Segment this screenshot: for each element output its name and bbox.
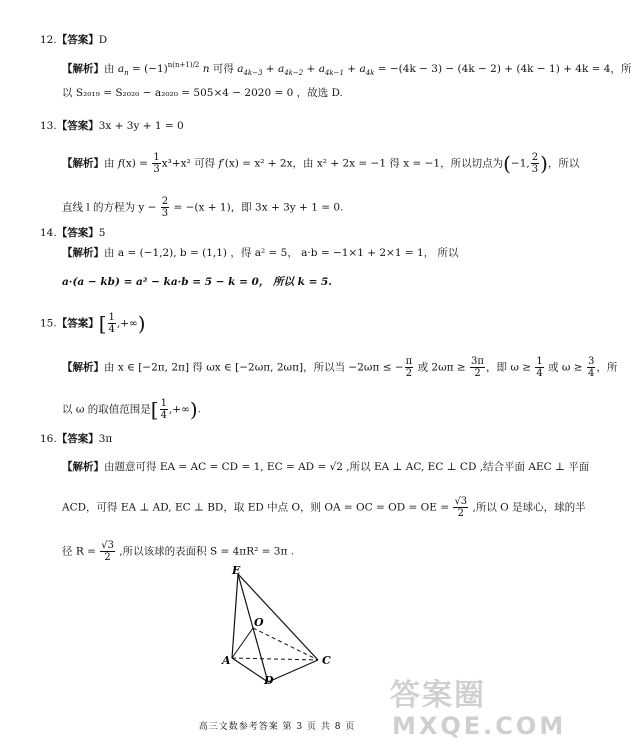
q15-solution-line2: 以 ω 的取值范围是[ $\frac{1}{4}$ ,+∞).: [62, 397, 201, 422]
q15-answer: 15.【答案】[ $\frac{1}{4}$ ,+∞): [40, 311, 146, 336]
q14-solution-line1: 【解析】由 a = (−1,2), b = (1,1) ，得 a² = 5， a·b = −1×1 + 2×1 = 1， 所以: [62, 247, 459, 259]
edge-dc: [268, 660, 318, 682]
q16-solution-line3: 径 R = $\frac{√3}{2}$ ,所以该球的表面积 S = 4πR² = 3π .: [62, 540, 295, 563]
q14-solution-line2: a·(a − kb) = a² − ka·b = 5 − k = 0， 所以 k = 5.: [62, 276, 332, 288]
tetrahedron-figure: [220, 560, 350, 685]
segment-oc: [253, 628, 318, 660]
edge-ea: [232, 574, 238, 658]
label-o: O: [254, 616, 264, 629]
q13-solution-line2: 直线 l 的方程为 y − $\frac{2}{3}$ = −(x + 1)，即 3x + 3y + 1 = 0.: [62, 196, 344, 219]
label-a: A: [222, 654, 231, 667]
q12-solution-line1: 【解析】由 $a_n = (-1)^{n(n+1)/2}$ n 可得 $a_{4k-3} + a_{4k-2} + a_{4k-1} + a_{4k} = -(4k - 3) - (4k - 2) + (4k - 1) + 4k = 4$，所: [62, 61, 631, 77]
q15-solution-line1: 【解析】由 x ∈ [−2π, 2π] 得 ωx ∈ [−2ωπ, 2ωπ]，所以当 −2ωπ ≤ − $\frac{\pi}{2}$ 或 2ωπ ≥ $\frac{3\pi}{2}$ ，即 ω ≥ $\frac{1}{4}$ 或 ω ≥ $\frac{3}{4}$ ，所: [62, 356, 618, 379]
q16-solution-line2: ACD，可得 EA ⊥ AD, EC ⊥ BD，取 ED 中点 O，则 OA = OC = OD = OE = $\frac{√3}{2}$ ,所以 O 是球心，球的半: [62, 496, 586, 519]
watermark-url: MXQE.COM: [392, 712, 567, 740]
q14-answer: 14.【答案】5: [40, 227, 106, 239]
q13-answer: 13.【答案】3x + 3y + 1 = 0: [40, 120, 184, 132]
page-footer: 高三文数参考答案 第 3 页 共 8 页: [198, 722, 356, 732]
label-c: C: [322, 654, 331, 667]
q16-solution-line1: 【解析】由题意可得 EA = AC = CD = 1, EC = AD = √2 ,所以 EA ⊥ AC, EC ⊥ CD ,结合平面 AEC ⊥ 平面: [62, 461, 590, 473]
watermark-logo: 答案圈: [390, 678, 486, 713]
label-e: E: [232, 564, 241, 577]
segment-oa: [232, 628, 253, 658]
q12-solution-line2: 以 S₂₀₁₉ = S₂₀₂₀ − a₂₀₂₀ = 505×4 − 2020 = 0 ，故选 D.: [62, 87, 343, 99]
q12-answer: 12.【答案】D: [40, 34, 108, 46]
edge-ac-hidden: [232, 658, 318, 660]
q16-answer: 16.【答案】3π: [40, 433, 113, 445]
q13-solution-line1: 【解析】由 f(x) = $\frac{1}{3}$ x³+x² 可得 f′(x) = x² + 2x，由 x² + 2x = −1 得 x = −1，所以切点为(−1, $\frac{2}{3}$ )，所以: [62, 151, 580, 176]
label-d: D: [264, 674, 274, 687]
